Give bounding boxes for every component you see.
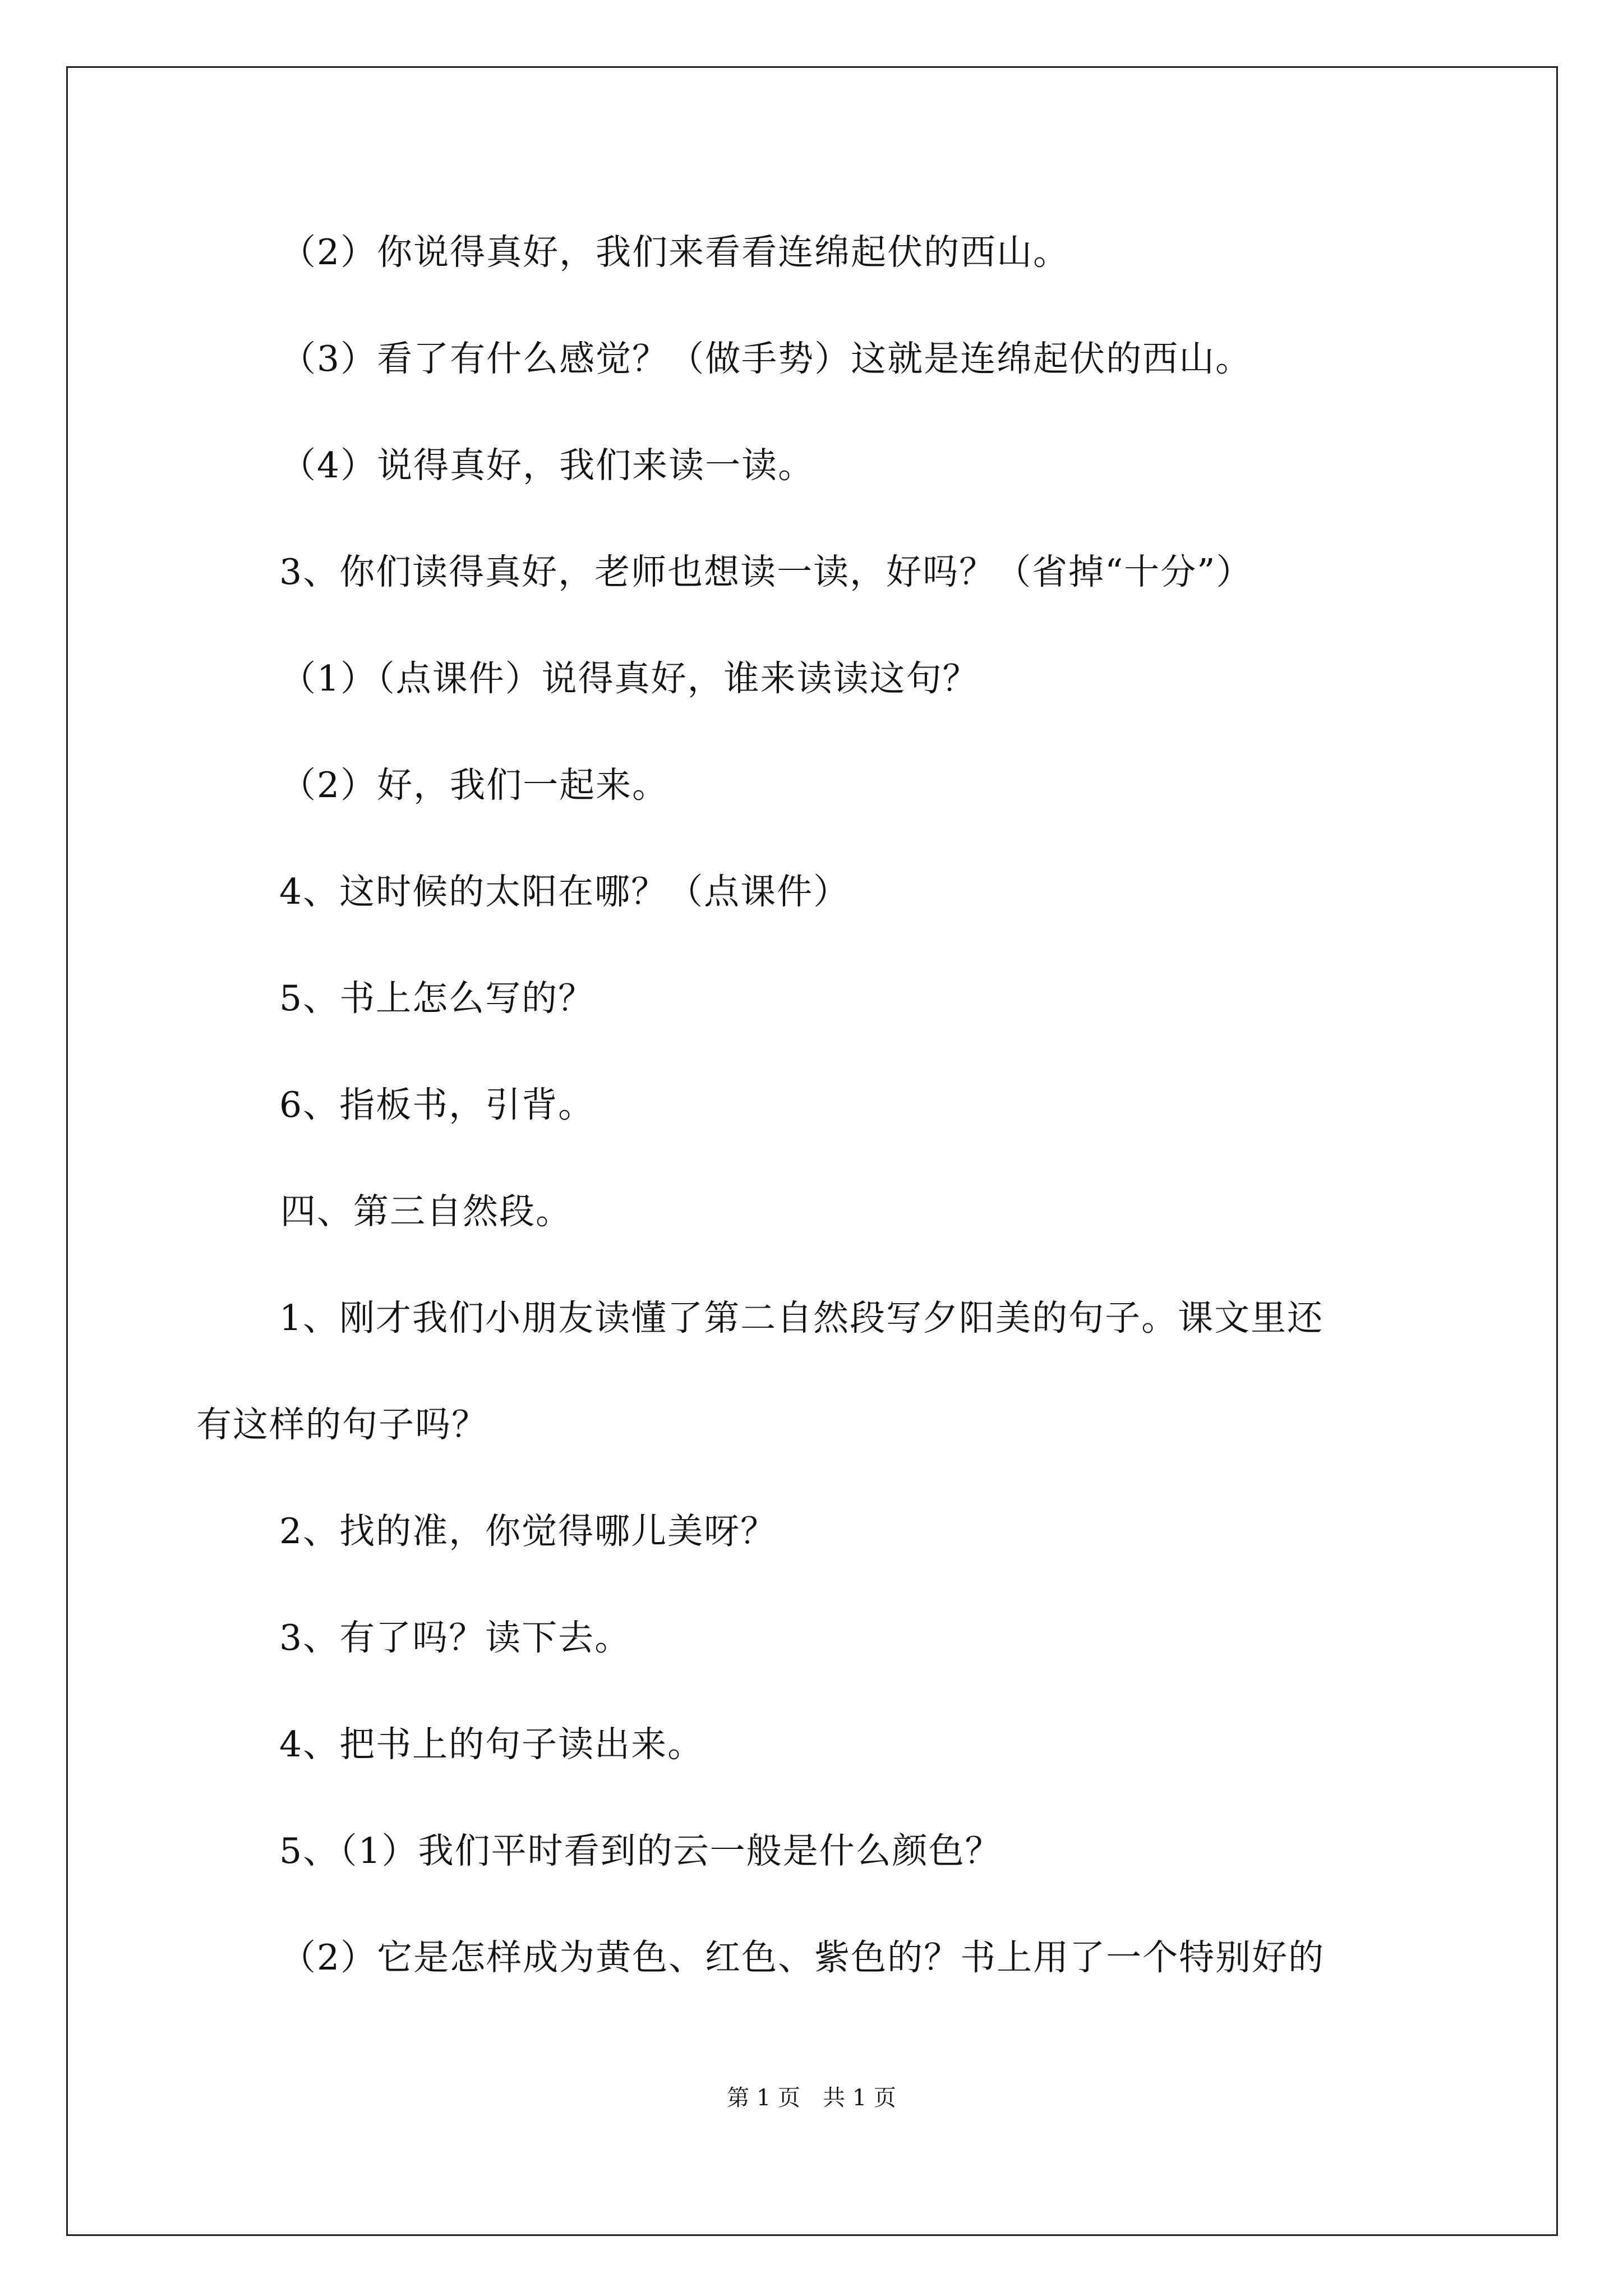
- text-line: （2）好，我们一起来。: [280, 765, 669, 806]
- text-line: 有这样的句子吗？: [196, 1404, 488, 1445]
- page-border: [66, 66, 1558, 2236]
- text-line: （2）它是怎样成为黄色、红色、紫色的？书上用了一个特别好的: [280, 1937, 1325, 1978]
- text-line: （3）看了有什么感觉？（做手势）这就是连绵起伏的西山。: [280, 338, 1252, 379]
- text-line: （4）说得真好，我们来读一读。: [280, 445, 815, 486]
- text-line: 1、刚才我们小朋友读懂了第二自然段写夕阳美的句子。课文里还: [279, 1297, 1324, 1338]
- text-line: 4、把书上的句子读出来。: [279, 1724, 704, 1765]
- section-heading: 四、第三自然段。: [280, 1191, 572, 1232]
- text-line: 6、指板书，引背。: [279, 1084, 595, 1125]
- text-line: 5、（1）我们平时看到的云一般是什么颜色？: [279, 1830, 1002, 1871]
- text-line: （2）你说得真好，我们来看看连绵起伏的西山。: [280, 232, 1070, 273]
- text-line: 3、你们读得真好，老师也想读一读，好吗？（省掉“十分”）: [279, 551, 1253, 592]
- text-line: （1）（点课件）说得真好，谁来读读这句？: [280, 658, 979, 699]
- page-number-footer: 第 1 页 共 1 页: [727, 2085, 896, 2111]
- text-line: 5、书上怎么写的？: [279, 978, 595, 1019]
- text-line: 4、这时候的太阳在哪？（点课件）: [279, 871, 850, 912]
- text-line: 3、有了吗？读下去。: [279, 1617, 631, 1658]
- text-line: 2、找的准，你觉得哪儿美呀？: [279, 1511, 777, 1552]
